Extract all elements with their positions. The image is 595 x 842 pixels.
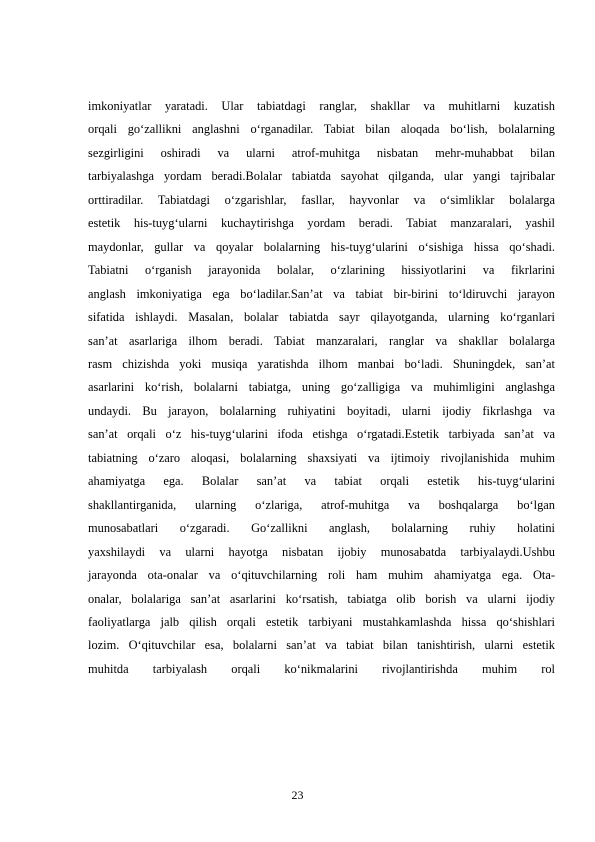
text-line: tarbiyalashga yordam beradi.Bolalar tabiatda sayohat qilganda, ular yangi tajribalar xyxy=(88,169,555,184)
text-line: shakllantirganida, ularning o‘zlariga, atrof-muhitga va boshqalarga bo‘lgan xyxy=(88,497,555,512)
text-line: sezgirligini oshiradi va ularni atrof-muhitga nisbatan mehr-muhabbat bilan xyxy=(88,145,555,160)
text-line: ahamiyatga ega. Bolalar san’at va tabiat orqali estetik his-tuyg‘ularini xyxy=(88,474,555,489)
text-line: imkoniyatlar yaratadi. Ular tabiatdagi ranglar, shakllar va muhitlarni kuzatish xyxy=(88,99,555,113)
text-line: muhitda tarbiyalash orqali ko‘nikmalarini rivojlantirishda muhim rol xyxy=(88,661,555,676)
text-line: estetik his-tuyg‘ularni kuchaytirishga yordam beradi. Tabiat manzaralari, yashil xyxy=(88,216,555,231)
text-line: faoliyatlarga jalb qilish orqali estetik tarbiyani mustahkamlashda hissa qo‘shishlari xyxy=(88,614,555,629)
text-line: anglash imkoniyatiga ega bo‘ladilar.San’at va tabiat bir-birini to‘ldiruvchi jarayon xyxy=(88,286,555,301)
text-line: undaydi. Bu jarayon, bolalarning ruhiyatini boyitadi, ularni ijodiy fikrlashga va xyxy=(88,403,555,418)
text-line: asarlarini ko‘rish, bolalarni tabiatga, uning go‘zalligiga va muhimligini anglashga xyxy=(88,380,555,395)
text-line: jarayonda ota-onalar va o‘qituvchilarning roli ham muhim ahamiyatga ega. Ota- xyxy=(88,568,555,583)
text-line: san’at orqali o‘z his-tuyg‘ularini ifoda etishga o‘rgatadi.Estetik tarbiyada san’at va xyxy=(88,427,555,442)
text-line: lozim. O‘qituvchilar esa, bolalarni san’at va tabiat bilan tanishtirish, ularni estetik xyxy=(88,638,555,653)
text-line: Tabiatni o‘rganish jarayonida bolalar, o‘zlarining hissiyotlarini va fikrlarini xyxy=(88,263,555,278)
text-line: sifatida ishlaydi. Masalan, bolalar tabiatda sayr qilayotganda, ularning ko‘rganlari xyxy=(88,310,555,325)
text-line: orttiradilar. Tabiatdagi o‘zgarishlar, fasllar, hayvonlar va o‘simliklar bolalarga xyxy=(88,192,555,207)
body-paragraph xyxy=(88,95,555,681)
text-line: maydonlar, gullar va qoyalar bolalarning his-tuyg‘ularini o‘sishiga hissa qo‘shadi. xyxy=(88,239,555,254)
text-line: rasm chizishda yoki musiqa yaratishda ilhom manbai bo‘ladi. Shuningdek, san’at xyxy=(88,356,555,371)
text-line: orqali go‘zallikni anglashni o‘rganadilar. Tabiat bilan aloqada bo‘lish, bolalarning xyxy=(88,122,555,137)
text-line: yaxshilaydi va ularni hayotga nisbatan ijobiy munosabatda tarbiyalaydi.Ushbu xyxy=(88,544,555,559)
text-line: onalar, bolalariga san’at asarlarini ko‘rsatish, tabiatga olib borish va ularni ijodiy xyxy=(88,591,555,606)
page-number: 23 xyxy=(291,788,304,802)
text-line: san’at asarlariga ilhom beradi. Tabiat manzaralari, ranglar va shakllar bolalarga xyxy=(88,333,555,348)
text-line: tabiatning o‘zaro aloqasi, bolalarning shaxsiyati va ijtimoiy rivojlanishida muhim xyxy=(88,450,555,465)
text-line: munosabatlari o‘zgaradi. Go‘zallikni anglash, bolalarning ruhiy holatini xyxy=(88,521,555,536)
